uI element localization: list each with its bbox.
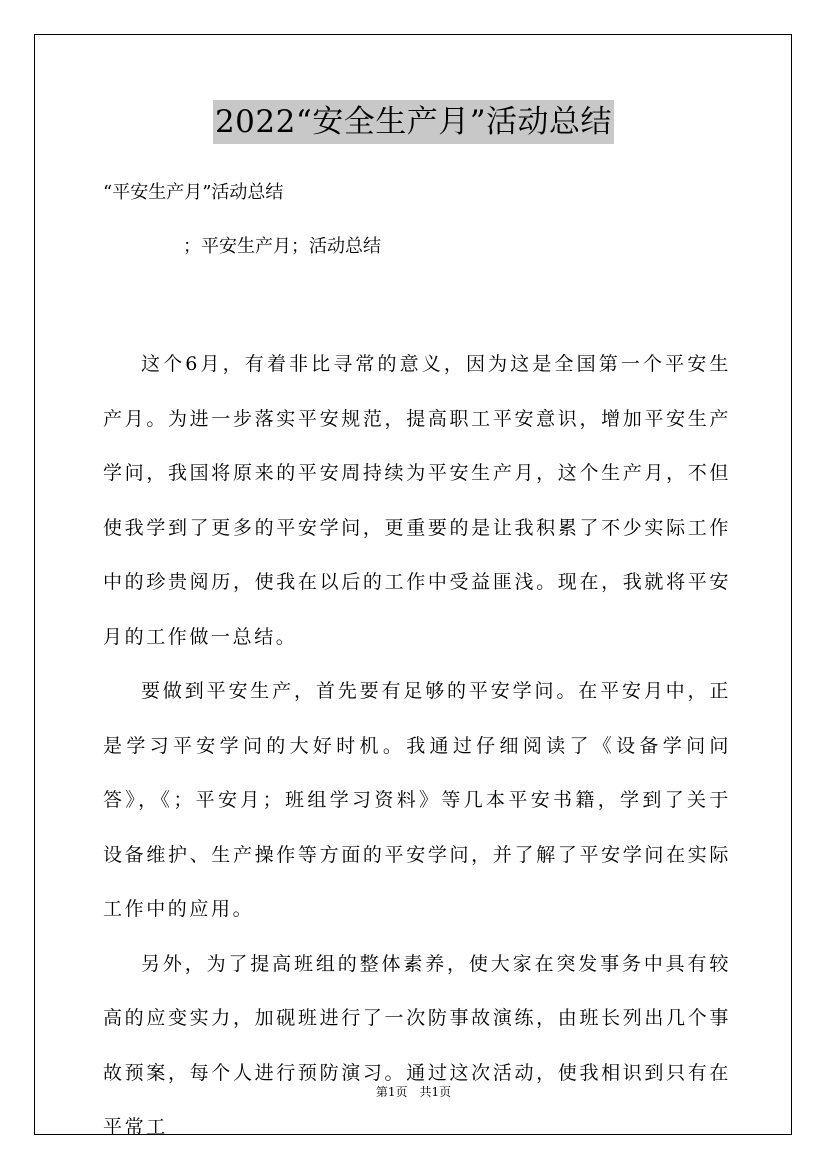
- document-title: [0, 100, 827, 144]
- body-paragraph-3: 另外，为了提高班组的整体素养，使大家在突发事务中具有较高的应变实力，加砚班进行了一次防事故演练，由班长列出几个事故预案，每个人进行预防演习。通过这次活动，使我相识到只有在平常工: [103, 952, 731, 1138]
- page-number: 第1页: [375, 1085, 408, 1099]
- document-body: [103, 337, 731, 1155]
- body-paragraph-1: 这个6月，有着非比寻常的意义，因为这是全国第一个平安生产月。为进一步落实平安规范，提高职工平安意识，增加平安生产学问，我国将原来的平安周持续为平安生产月，这个生产月，不但使我学到了更多的平安学问，更重要的是让我积累了不少实际工作中的珍贵阅历，使我在以后的工作中受益匪浅。现在，我就将平安月的工作做一总结。: [103, 353, 731, 648]
- document-keywords: ；平安生产月；活动总结: [183, 236, 381, 257]
- document-subtitle: “平安生产月”活动总结: [103, 182, 284, 203]
- body-paragraph-2: 要做到平安生产，首先要有足够的平安学问。在平安月中，正是学习平安学问的大好时机。我通过仔细阅读了《设备学问问答》，《；平安月；班组学习资料》等几本平安书籍，学到了关于设备维护、生产操作等方面的平安学问，并了解了平安学问在实际工作中的应用。: [103, 680, 731, 920]
- page-footer: [0, 1083, 827, 1101]
- page-total: 共1页: [419, 1085, 452, 1099]
- document-title-text: 2022“安全生产月”活动总结: [213, 100, 614, 144]
